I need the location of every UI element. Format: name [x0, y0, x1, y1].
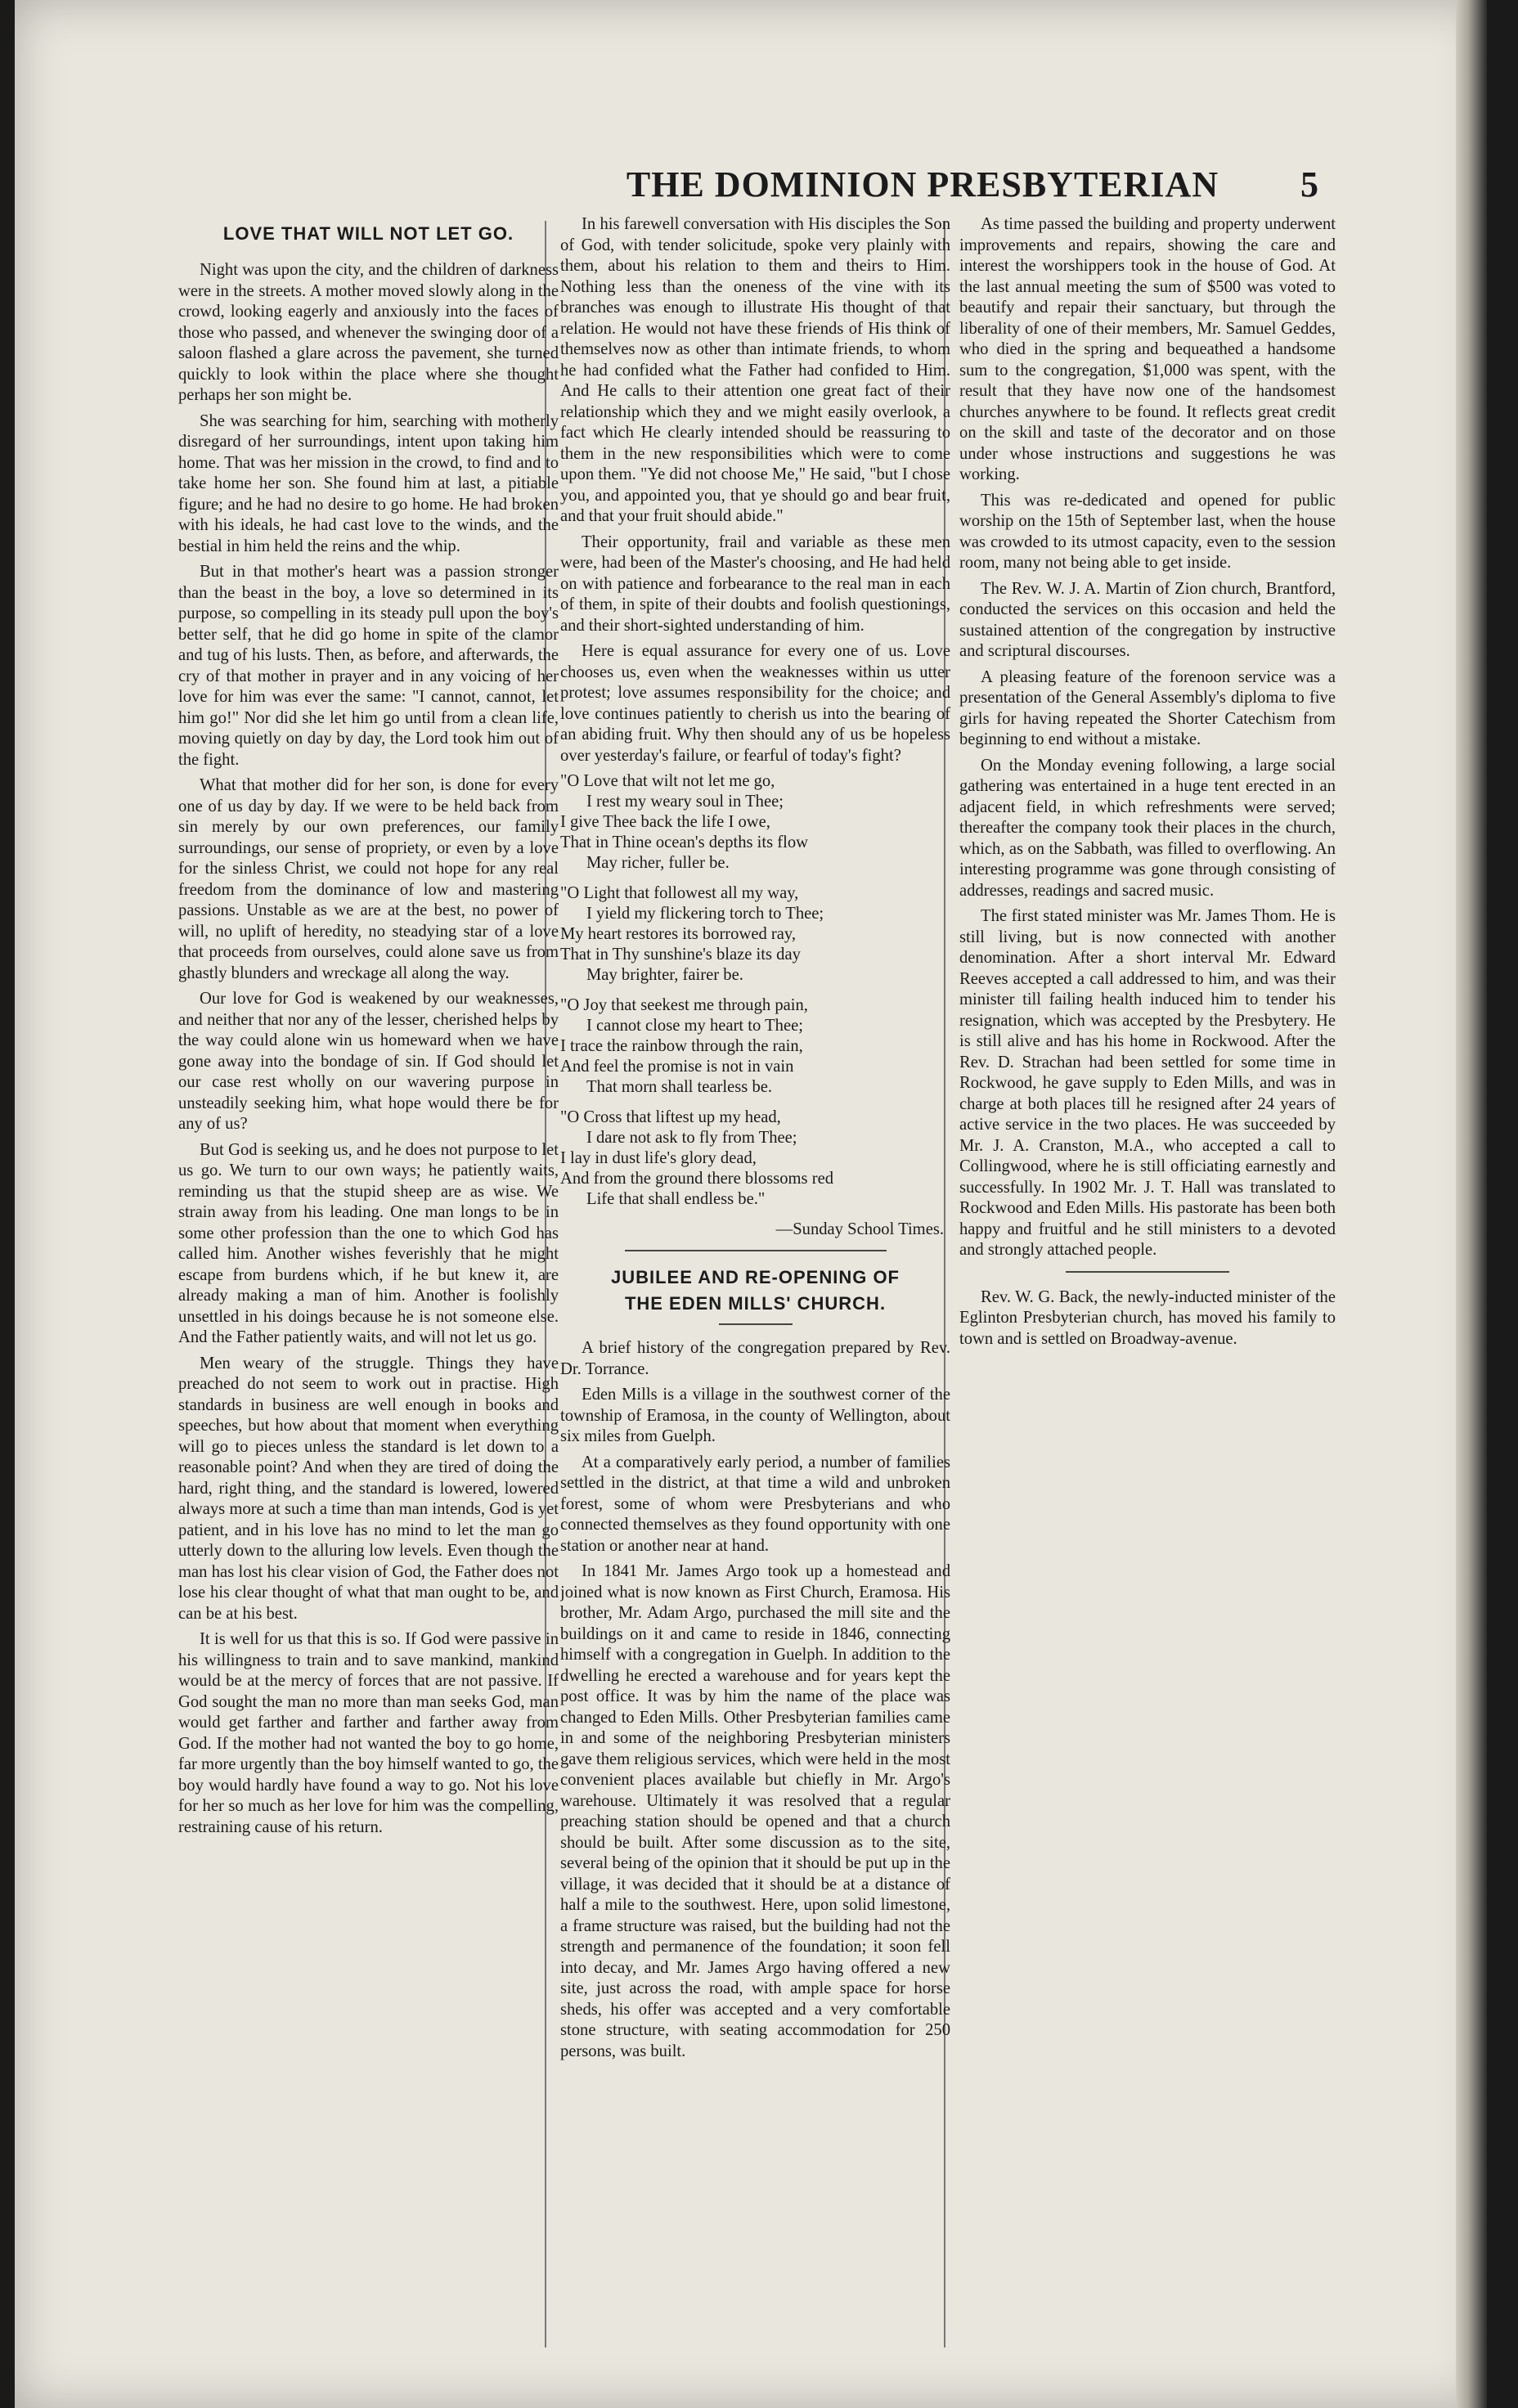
poem-line: Life that shall endless be." [586, 1190, 766, 1208]
paragraph: What that mother did for her son, is done for every one of us day by day. If we were to be held back from sin merely by our own preferences, our family surroundings, our sense of propriety, or even by a love for the sinless Christ, we could not hope for any real freedom from the dominance of low and mastering passions. Unstable as we are at the best, no power of will, no uplift of heredity, no steadying star of a love that proceeds from ourselves, could alone save us from ghastly blunders and wreckage all along the way. [178, 776, 559, 982]
masthead-title: THE DOMINION PRESBYTERIAN [626, 164, 1219, 204]
poem-stanza [560, 883, 950, 986]
poem-line: And from the ground there blossoms red [560, 1170, 834, 1188]
paragraph: But God is seeking us, and he does not purpose to let us go. We turn to our own ways; he patiently waits, reminding us that the stupid sheep are as wise. We strain away from his leading. One man longs to be in some other profession than the one to which God has called him. Another wishes feverishly that he might escape from burdens which, if he but knew it, are already making a man of him. Another is foolishly unsettled in his doings because he is not someone else. And the Father patiently waits, and will not let us go. [178, 1140, 559, 1346]
poem-line: That in Thine ocean's depths its flow [560, 833, 809, 851]
page-number: 5 [1300, 164, 1318, 204]
poem-line: "O Joy that seekest me through pain, [560, 996, 808, 1014]
heading-divider [719, 1323, 793, 1325]
poem-line: I trace the rainbow through the rain, [560, 1037, 803, 1055]
paragraph: Our love for God is weakened by our weaknesses, and neither that nor any of the lesser, cherished helps by the way could alone win us homeward when we have gone away into the bondage of sin. If God should let our case rest wholly on our wavering purpose in unsteadily seeking him, what hope would there be for any of us? [178, 990, 559, 1133]
paragraph: As time passed the building and property underwent improvements and repairs, showing the care and interest the worshippers took in the house of God. At the last annual meeting the sum of $500 was voted to beautify and repair their sanctuary, but through the liberality of one of their members, Mr. Samuel Geddes, who died in the spring and bequeathed a handsome sum to the congregation, $1,000 was spent, with the result that they have now one of the handsomest churches anywhere to be found. It reflects great credit on the skill and taste of the decorator and on those under whose instructions and suggestions he was working. [959, 215, 1336, 483]
column-3 [959, 214, 1336, 2357]
paragraph: The first stated minister was Mr. James Thom. He is still living, but is now connected with another denomination. After a short interval Mr. Edward Reeves accepted a call addressed to him, and was their minister till failing health induced him to tender his resignation, which was accepted by the Presbytery. He is still alive and has his home in Rockwood. After the Rev. D. Strachan had been settled for some time in Rockwood, he gave supply to Eden Mills, and was in charge at both places till he resigned after 24 years of active service in the two places. He was succeeded by Mr. J. A. Cranston, M.A., who accepted a call to Collingwood, where he is still officiating earnestly and successfully. In 1902 Mr. J. T. Hall was translated to Rockwood and Eden Mills. His pastorate has been both happy and fruitful and he still ministers to a devoted and strongly attached people. [959, 907, 1336, 1259]
paragraph: Their opportunity, frail and variable as these men were, had been of the Master's choosing, and He had held on with patience and forbearance to the real man in each of them, in spite of their doubts and foolish questionings, and their short-sighted understanding of him. [560, 532, 950, 635]
poem-line: I yield my flickering torch to Thee; [586, 905, 824, 923]
paragraph: It is well for us that this is so. If God were passive in his willingness to train and to save mankind, mankind would be at the mercy of forces that are not passive. If God sought the man no more than man seeks God, man would get farther and farther and farther away from God. If the mother had not wanted the boy to go home, far more urgently than the boy himself wanted to go, the boy would hardly have found a way to go. Not his love for her so much as her love for him was the compelling, restraining cause of his return. [178, 1630, 559, 1836]
poem-line: That in Thy sunshine's blaze its day [560, 946, 801, 964]
paragraph: On the Monday evening following, a large social gathering was entertained in a huge tent erected in an adjacent field, in which refreshments were served; thereafter the company took their places in the church, which, as on the Sabbath, was filled to overflowing. An interesting programme was gone through consisting of addresses, readings and sacred music. [959, 756, 1336, 900]
section-divider [1066, 1271, 1229, 1273]
paragraph: She was searching for him, searching with motherly disregard of her surroundings, intent upon taking him home. That was her mission in the crowd, to find and to take home her son. She found him at last, a pitiable figure; and he had no desire to go home. He had broken with his ideals, he had cast love to the winds, and the bestial in him held the reins and the whip. [178, 411, 559, 555]
poem-line: I give Thee back the life I owe, [560, 813, 770, 831]
article-heading: THE EDEN MILLS' CHURCH. [624, 1293, 887, 1314]
article-heading: JUBILEE AND RE-OPENING OF [611, 1267, 900, 1287]
poem-line: That morn shall tearless be. [586, 1078, 773, 1096]
poem-attribution: —Sunday School Times. [775, 1220, 944, 1238]
paragraph: Eden Mills is a village in the southwest corner of the township of Eramosa, in the county of Wellington, about six miles from Guelph. [560, 1386, 950, 1445]
paragraph: The Rev. W. J. A. Martin of Zion church, Brantford, conducted the services on this occasion and held the sustained attention of the congregation by instructive and scriptural discourses. [959, 579, 1336, 660]
paragraph: In his farewell conversation with His disciples the Son of God, with tender solicitude, spoke very plainly with them, about his relation to them and theirs to Him. Nothing less than the oneness of the vine with its branches was enough to illustrate His thought of that relation. He would not have these friends of His think of themselves now as other than intimate friends, to whom he had confided what the Father had confided to Him. And He calls to their attention one great fact of their relationship which they and we might easily overlook, a fact which He clearly intended should be reassuring to them in the new responsibilities which were to come upon them. "Ye did not choose Me," He said, "but I chose you, and appointed you, that ye should go and bear fruit, and that your fruit should abide." [560, 215, 950, 525]
paragraph: Here is equal assurance for every one of us. Love chooses us, even when the weaknesses within us utter protest; love assumes responsibility for the choice; and love continues patiently to cherish us into the bearing of an abiding fruit. Why then should any of us be hopeless over yesterday's failure, or fearful of today's fight? [560, 642, 950, 765]
newspaper-page [15, 0, 1487, 2408]
paragraph: Men weary of the struggle. Things they have preached do not seem to work out in practise. High standards in business are well enough in books and speeches, but how about that moment when everything will go to pieces unless the standard is let down to a reasonable point? And when they are tired of doing the hard, right thing, and the standard is lowered, lowered always more at such a time than man intends, God is yet patient, and in his love has no mind to let the man go utterly down to the alluring low levels. Even though the man has lost his clear vision of God, the Father does not lose his clear thought of what that man ought to be, and can be at his best. [178, 1354, 559, 1623]
column-2 [560, 214, 950, 2357]
poem-line: "O Love that wilt not let me go, [560, 772, 775, 790]
paragraph: A pleasing feature of the forenoon service was a presentation of the General Assembly's diploma to five girls for having repeated the Shorter Catechism from beginning to end without a mistake. [959, 667, 1336, 748]
poem-line: I cannot close my heart to Thee; [586, 1017, 803, 1035]
paragraph: Night was upon the city, and the children of darkness were in the streets. A mother moved slowly along in the crowd, looking eagerly and anxiously into the faces of those who passed, and whenever the swinging door of a saloon flashed a glare across the pavement, she turned quickly to look within the place where she thought perhaps her son might be. [178, 261, 559, 404]
poem-stanza [560, 1107, 950, 1210]
article-heading: LOVE THAT WILL NOT LET GO. [222, 223, 514, 244]
poem-line: My heart restores its borrowed ray, [560, 925, 797, 943]
paragraph: This was re-dedicated and opened for public worship on the 15th of September last, when the house was crowded to its utmost capacity, even to the session room, many not being able to get inside. [959, 491, 1336, 572]
paragraph: In 1841 Mr. James Argo took up a homestead and joined what is now known as First Church, Eramosa. His brother, Mr. Adam Argo, purchased the mill site and the buildings on it and came to reside in 1846, connecting himself with a congregation in Guelph. In addition to the dwelling he erected a warehouse and for years kept the post office. It was by him the name of the place was changed to Eden Mills. Other Presbyterian families came in and some of the neighboring Presbyterian ministers gave them religious services, which were held in the most convenient places available but chiefly in Mr. Argo's warehouse. Ultimately it was resolved that a regular preaching station should be opened and that a church should be built. After some discussion as to the site, several being of the opinion that it should be put up in the village, it was decided that it should be at a distance of half a mile to the southwest. Here, upon solid limestone, a frame structure was raised, but the building had not the strength and permanence of the foundation; it soon fell into decay, and Mr. James Argo having offered a new site, just across the road, with ample space for horse sheds, his offer was accepted and a very comfortable stone structure, with seating accommodation for 250 persons, was built. [560, 1562, 950, 2060]
poem-line: May brighter, fairer be. [586, 966, 743, 984]
poem-line: I rest my weary soul in Thee; [586, 793, 784, 811]
poem-line: I dare not ask to fly from Thee; [586, 1129, 797, 1147]
byline: A brief history of the congregation prepared by Rev. Dr. Torrance. [560, 1339, 950, 1378]
poem-line: "O Cross that liftest up my head, [560, 1108, 781, 1126]
poem-line: And feel the promise is not in vain [560, 1058, 794, 1076]
poem-line: I lay in dust life's glory dead, [560, 1149, 757, 1167]
hymn-poem [560, 771, 950, 1240]
poem-stanza [560, 995, 950, 1098]
news-note: Rev. W. G. Back, the newly-inducted minister of the Eglinton Presbyterian church, has moved his family to town and is settled on Broadway-avenue. [959, 1287, 1336, 1348]
section-divider [625, 1250, 887, 1251]
paragraph: At a comparatively early period, a number of families settled in the district, at that time a wild and unbroken forest, some of whom were Presbyterians and who connected themselves as they found opportunity with one station or another near at hand. [560, 1453, 950, 1555]
poem-line: May richer, fuller be. [586, 854, 730, 872]
paragraph: But in that mother's heart was a passion stronger than the beast in the boy, a love so determined in its purpose, so compelling in its steady pull upon the boy's better self, that he did go home in spite of the clamor and tug of his lusts. Then, as before, and afterwards, the cry of that mother in prayer and in any voicing of her love for him was ever the same: "I cannot, cannot, let him go!" Nor did she let him go until from a clean life, moving quietly on day by day, the Lord took him out of the fight. [178, 563, 559, 769]
poem-stanza [560, 771, 950, 874]
poem-line: "O Light that followest all my way, [560, 884, 799, 902]
page-edge [1456, 0, 1487, 2408]
column-1 [178, 214, 559, 2357]
